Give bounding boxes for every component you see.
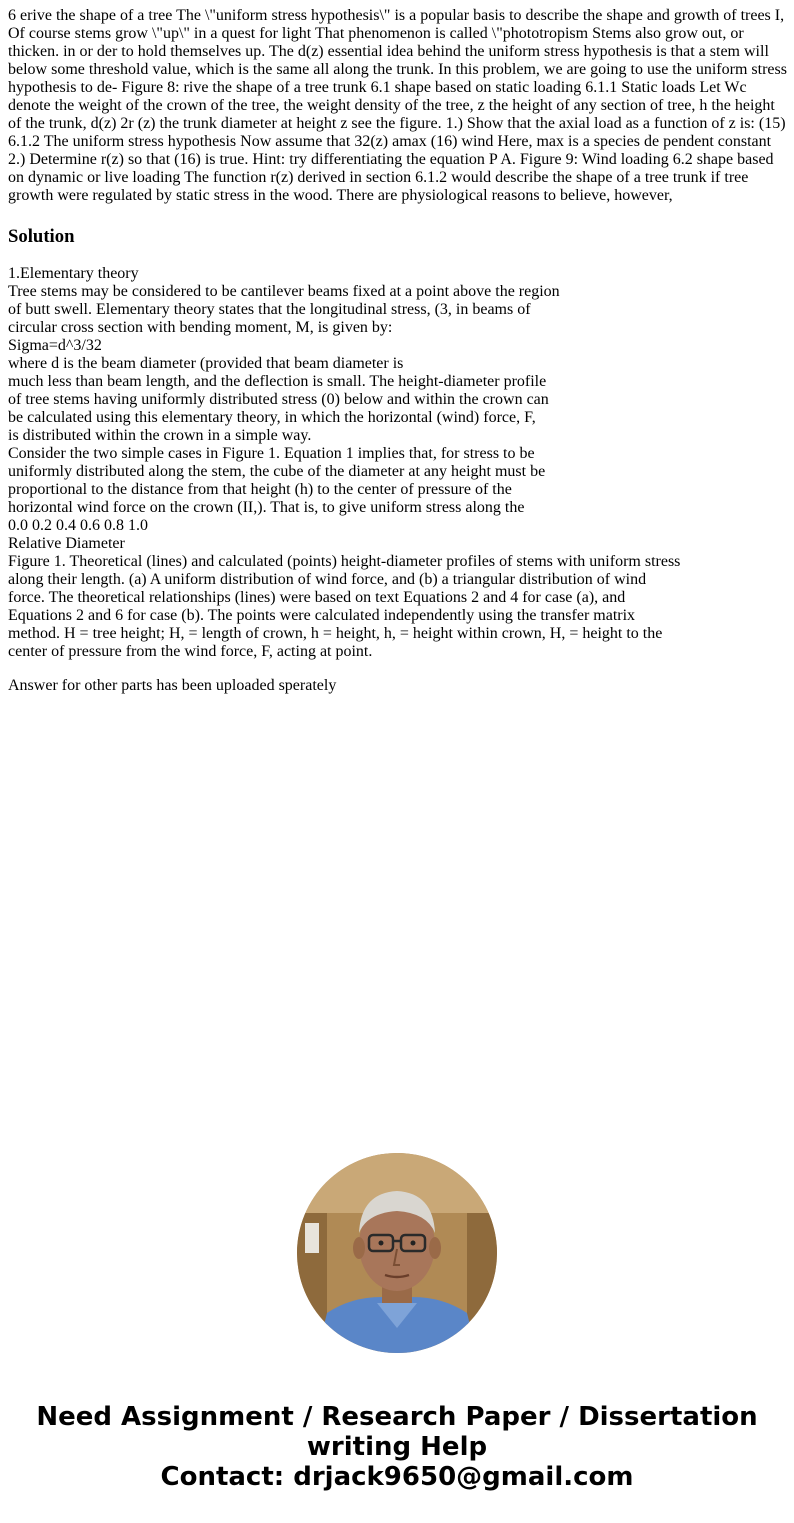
solution-line: force. The theoretical relationships (lines) were based on text Equations 2 and 4 for case (a), and	[8, 589, 626, 606]
question-text: 6 erive the shape of a tree The \"uniform stress hypothesis\" is a popular basis to describe the shape and growth of trees I, Of course stems grow \"up\" in a quest for light That phenomenon is called \"phototropism Stems also grow out, or thicken. in or der to hold themselves up. The d(z) essential idea behind the uniform stress hypothesis is that a stem will below some threshold value, which is the same all along the trunk. In this problem, we are going to use the uniform stress hypothesis to de- Figure 8: rive the shape of a tree trunk 6.1 shape based on static loading 6.1.1 Static loads Let Wc denote the weight of the crown of the tree, the weight density of the tree, z the height of any section of tree, h the height of the trunk, d(z) 2r (z) the trunk diameter at height z see the figure. 1.) Show that the axial load as a function of z is: (15) 6.1.2 The uniform stress hypothesis Now assume that 32(z) amax (16) wind Here, max is a species de pendent constant 2.) Determine r(z) so that (16) is true. Hint: try differentiating the equation P A. Figure 9: Wind loading 6.2 shape based on dynamic or live loading The function r(z) derived in section 6.1.2 would describe the shape of a tree trunk if tree growth were regulated by static stress in the wood. There are physiological reasons to believe, however,	[8, 7, 787, 204]
solution-line: much less than beam length, and the deflection is small. The height-diameter profile	[8, 373, 547, 390]
closing-note: Answer for other parts has been uploaded sperately	[8, 677, 337, 694]
solution-line: proportional to the distance from that height (h) to the center of pressure of the	[8, 481, 512, 498]
solution-line: Tree stems may be considered to be cantilever beams fixed at a point above the region	[8, 283, 560, 300]
solution-line: 0.0 0.2 0.4 0.6 0.8 1.0	[8, 517, 148, 534]
solution-heading: Solution	[8, 226, 75, 247]
solution-line: be calculated using this elementary theory, in which the horizontal (wind) force, F,	[8, 409, 536, 426]
solution-line: method. H = tree height; H, = length of crown, h = height, h, = height within crown, H, = height to the	[8, 625, 663, 642]
promo-contact: Contact: drjack9650@gmail.com	[160, 1462, 634, 1492]
promo-line: Need Assignment / Research Paper / Dissertation	[36, 1402, 758, 1432]
solution-line: of butt swell. Elementary theory states that the longitudinal stress, (3, in beams of	[8, 301, 531, 318]
solution-line: Consider the two simple cases in Figure 1. Equation 1 implies that, for stress to be	[8, 445, 535, 462]
solution-line: Equations 2 and 6 for case (b). The points were calculated independently using the transfer matrix	[8, 607, 636, 624]
avatar-portrait	[297, 1153, 497, 1353]
promo-line: writing Help	[306, 1432, 488, 1462]
solution-line: where d is the beam diameter (provided that beam diameter is	[8, 355, 404, 372]
promo-banner	[0, 1402, 794, 1492]
solution-line: of tree stems having uniformly distributed stress (0) below and within the crown can	[8, 391, 549, 408]
solution-line: Figure 1. Theoretical (lines) and calculated (points) height-diameter profiles of stems with uniform stress	[8, 553, 681, 570]
solution-line: along their length. (a) A uniform distribution of wind force, and (b) a triangular distribution of wind	[8, 571, 647, 588]
solution-line: Relative Diameter	[8, 535, 125, 552]
solution-line: circular cross section with bending moment, M, is given by:	[8, 319, 393, 336]
solution-line: is distributed within the crown in a simple way.	[8, 427, 312, 444]
solution-line: horizontal wind force on the crown (II,). That is, to give uniform stress along the	[8, 499, 525, 516]
solution-line: uniformly distributed along the stem, the cube of the diameter at any height must be	[8, 463, 546, 480]
solution-line: center of pressure from the wind force, F, acting at point.	[8, 643, 373, 660]
solution-line: 1.Elementary theory	[8, 265, 139, 282]
avatar	[297, 1153, 497, 1353]
solution-line: Sigma=d^3/32	[8, 337, 102, 354]
solution-body	[8, 265, 788, 661]
